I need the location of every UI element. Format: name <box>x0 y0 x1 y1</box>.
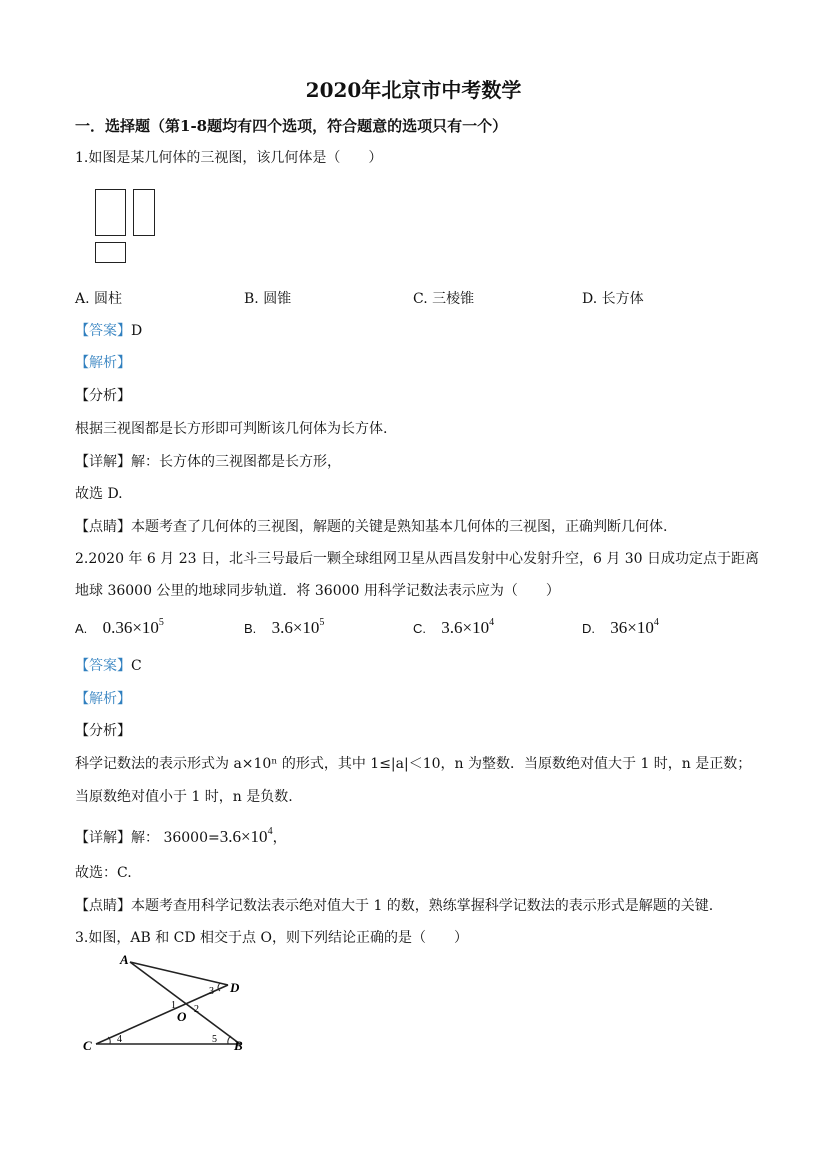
option-label: A. <box>75 621 88 636</box>
q1-analysis-tag: 【解析】 <box>75 355 131 371</box>
section-heading: 一．选择题（第1-8题均有四个选项，符合题意的选项只有一个） <box>75 117 508 135</box>
q2-comment <box>75 895 713 915</box>
q2-option-c <box>413 617 494 638</box>
q1-detail <box>75 451 341 471</box>
detail-base: 3.6×10 <box>219 827 268 846</box>
detail-prefix: 解： 36000= <box>131 830 220 846</box>
q2-option-d <box>582 617 659 638</box>
comment-text: 本题考查了几何体的三视图，解题的关键是熟知基本几何体的三视图，正确判断几何体. <box>131 519 668 535</box>
front-view-rect <box>95 189 126 236</box>
angle-3-arc <box>218 983 220 991</box>
option-base: 3.6×10 <box>441 618 490 637</box>
side-view-rect <box>133 189 155 236</box>
answer-tag: 【答案】 <box>75 658 131 674</box>
label-d: D <box>230 980 240 995</box>
q2-fenxi-line2: 当原数绝对值小于 1 时，n 是负数. <box>75 789 293 805</box>
page-title: 2020年北京市中考数学 <box>305 78 522 102</box>
q1-option-a: A. 圆柱 <box>75 291 123 307</box>
angle-4-label: 4 <box>117 1034 122 1045</box>
answer-value: D <box>131 323 143 339</box>
option-exp: 4 <box>653 617 659 628</box>
q1-fenxi-tag: 【分析】 <box>75 388 131 404</box>
q2-option-b <box>244 617 324 638</box>
q2-fenxi-tag: 【分析】 <box>75 723 131 739</box>
option-base: 0.36×10 <box>102 618 159 637</box>
label-a: A <box>120 952 129 967</box>
option-label: B. <box>244 621 257 636</box>
q3-stem: 3.如图，AB 和 CD 相交于点 O，则下列结论正确的是（ ） <box>75 930 468 946</box>
q2-stem-line2: 地球 36000 公里的地球同步轨道．将 36000 用科学记数法表示应为（ ） <box>75 583 560 599</box>
q2-answer <box>75 655 142 675</box>
angle-2-label: 2 <box>194 1004 199 1015</box>
q2-stem-line1: 2.2020 年 6 月 23 日，北斗三号最后一颗全球组网卫星从西昌发射中心发射升空，6 月 30 日成功定点于距离 <box>75 551 760 567</box>
angle-1-label: 1 <box>171 1000 176 1011</box>
option-label: C. <box>413 621 426 636</box>
option-label: D. <box>582 621 595 636</box>
option-exp: 5 <box>158 617 164 628</box>
label-c: C <box>83 1038 92 1053</box>
q1-comment <box>75 516 667 536</box>
detail-text: 解：长方体的三视图都是长方形， <box>131 454 341 470</box>
q3-intersecting-lines-figure <box>70 948 270 1058</box>
option-exp: 4 <box>489 617 495 628</box>
q2-option-a <box>75 617 164 638</box>
comment-tag: 【点睛】 <box>75 519 131 535</box>
q2-choose: 故选：C. <box>75 865 132 881</box>
q1-choose: 故选 D. <box>75 486 123 502</box>
detail-tag: 【详解】 <box>75 830 131 846</box>
q1-stem: 1.如图是某几何体的三视图，该几何体是（ ） <box>75 150 383 166</box>
label-o: O <box>177 1009 187 1024</box>
q1-option-d: D. 长方体 <box>582 291 644 307</box>
option-base: 36×10 <box>610 618 654 637</box>
comment-tag: 【点睛】 <box>75 898 131 914</box>
detail-exp: 4 <box>267 826 273 837</box>
q1-option-b: B. 圆锥 <box>244 291 292 307</box>
top-view-rect <box>95 242 126 263</box>
q2-fenxi-line1: 科学记数法的表示形式为 a×10ⁿ 的形式，其中 1≤|a|＜10，n 为整数．当原数绝对值大于 1 时，n 是正数； <box>75 756 752 772</box>
answer-tag: 【答案】 <box>75 323 131 339</box>
q2-analysis-tag: 【解析】 <box>75 691 131 707</box>
option-base: 3.6×10 <box>271 618 320 637</box>
q1-fenxi-text: 根据三视图都是长方形即可判断该几何体为长方体. <box>75 421 388 437</box>
comment-text: 本题考查用科学记数法表示绝对值大于 1 的数，熟练掌握科学记数法的表示形式是解题的关键. <box>131 898 714 914</box>
angle-5-label: 5 <box>212 1034 217 1045</box>
q2-detail <box>75 826 287 847</box>
label-b: B <box>234 1038 243 1053</box>
q1-answer <box>75 320 142 340</box>
angle-3-label: 3 <box>209 986 214 997</box>
detail-tag: 【详解】 <box>75 454 131 470</box>
answer-value: C <box>131 658 142 674</box>
detail-suffix: ， <box>272 830 287 846</box>
q1-option-c: C. 三棱锥 <box>413 291 475 307</box>
option-exp: 5 <box>319 617 325 628</box>
